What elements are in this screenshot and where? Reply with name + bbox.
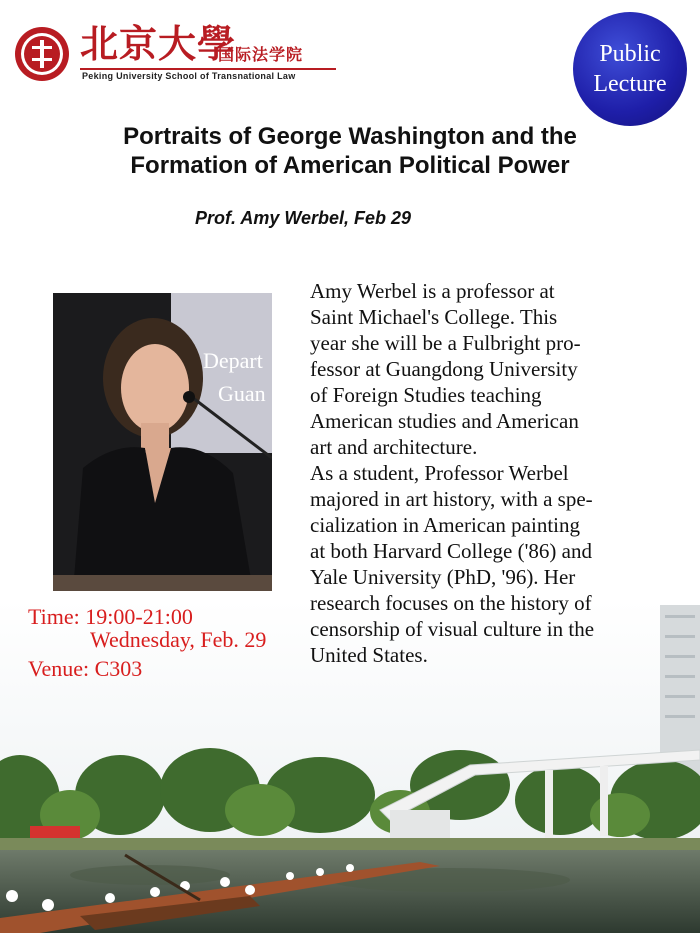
title-line-2: Formation of American Political Power — [130, 152, 570, 179]
speaker-line: Prof. Amy Werbel, Feb 29 — [195, 208, 412, 228]
badge-line-1: Public — [599, 41, 661, 67]
bio-line: cialization in American painting — [310, 513, 580, 537]
bio-line: Saint Michael's College. This — [310, 305, 558, 329]
school-name-cn: 国际法学院 — [218, 45, 304, 64]
bio-line: fessor at Guangdong University — [310, 357, 578, 381]
speaker-bio — [310, 278, 690, 668]
title-line-1: Portraits of George Washington and the — [123, 123, 577, 150]
bio-line: American studies and American — [310, 409, 579, 433]
bio-line: United States. — [310, 643, 428, 667]
bio-line: As a student, Professor Werbel — [310, 461, 569, 485]
photo-screen-text-1: Depart — [203, 348, 263, 373]
bio-line: censorship of visual culture in the — [310, 617, 595, 641]
bio-line: at both Harvard College ('86) and — [310, 539, 592, 563]
event-venue: Venue: C303 — [28, 656, 143, 681]
bio-line: Yale University (PhD, '96). Her — [310, 565, 576, 589]
speaker-photo — [53, 293, 272, 591]
public-lecture-badge — [573, 12, 687, 126]
lecture-title — [40, 122, 660, 180]
bio-line: of Foreign Studies teaching — [310, 383, 542, 407]
event-date: Wednesday, Feb. 29 — [90, 627, 267, 652]
event-time: Time: 19:00-21:00 — [28, 604, 193, 629]
school-name-en: Peking University School of Transnational Law — [82, 71, 296, 81]
bio-line: majored in art history, with a spe- — [310, 487, 593, 511]
bio-line: Amy Werbel is a professor at — [310, 279, 555, 303]
bio-line: year she will be a Fulbright pro- — [310, 331, 581, 355]
bio-line: art and architecture. — [310, 435, 478, 459]
university-name-cn: 北京大學 — [80, 21, 237, 66]
photo-screen-text-2: Guan — [218, 381, 266, 406]
pku-seal-logo — [14, 26, 70, 82]
badge-line-2: Lecture — [593, 71, 667, 97]
header-divider — [80, 68, 336, 70]
bio-line: research focuses on the history of — [310, 591, 592, 615]
